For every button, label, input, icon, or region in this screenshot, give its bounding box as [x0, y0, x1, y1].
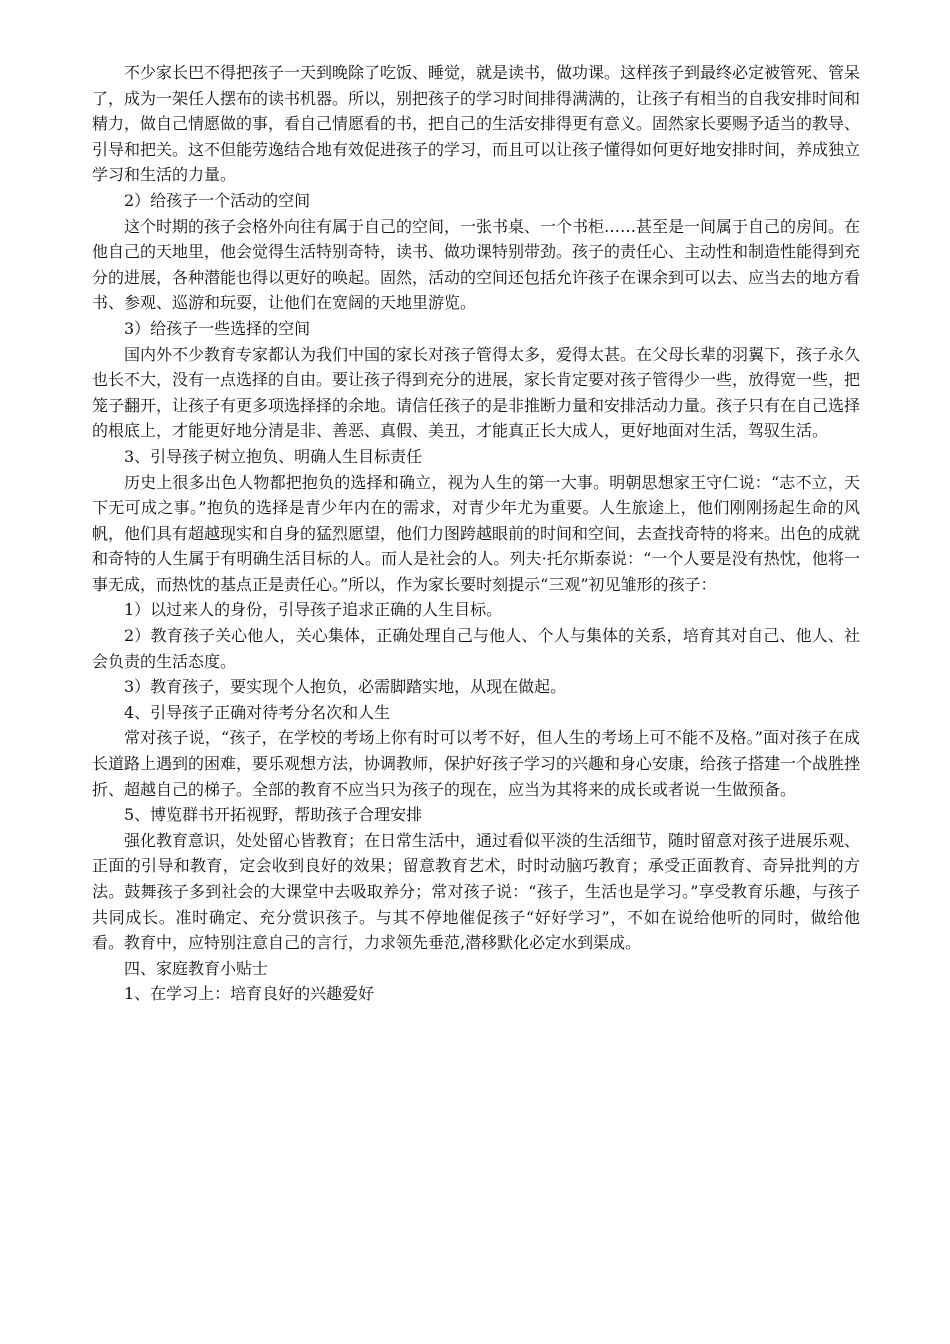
- section-heading: 4、引导孩子正确对待考分名次和人生: [124, 702, 391, 722]
- list-item: 2）教育孩子关心他人，关心集体，正确处理自己与他人、个人与集体的关系，培育其对自己、他人、社会负责的生活态度。: [92, 626, 860, 671]
- section-heading: 3、引导孩子树立抱负、明确人生目标责任: [124, 446, 423, 466]
- subheading: 2）给孩子一个活动的空间: [124, 190, 311, 210]
- chapter-heading: 四、家庭教育小贴士: [124, 958, 269, 978]
- paragraph: 这个时期的孩子会格外向往有属于自己的空间，一张书桌、一个书柜……甚至是一间属于自己的房间。在他自己的天地里，他会觉得生活特别奇特，读书、做功课特别带劲。孩子的责任心、主动性和制造性能得到充分的进展，各种潜能也得以更好的唤起。固然，活动的空间还包括允许孩子在课余到可以去、应当去的地方看书、参观、巡游和玩耍，让他们在宽阔的天地里游览。: [92, 216, 861, 313]
- list-item: 3）教育孩子，要实现个人抱负，必需脚踏实地，从现在做起。: [124, 677, 567, 697]
- paragraph: 强化教育意识，处处留心皆教育；在日常生活中，通过看似平淡的生活细节，随时留意对孩子进展乐观、正面的引导和教育，定会收到良好的效果；留意教育艺术，时时动脑巧教育；承受正面教育、奇异批判的方法。鼓舞孩子多到社会的大课堂中去吸取养分；常对孩子说：“孩子，生活也是学习。”享受教育乐趣，与孩子共同成长。准时确定、充分赏识孩子。与其不停地催促孩子“好好学习”，不如在说给他听的同时，做给他看。教育中，应特别注意自己的言行，力求领先垂范,潜移默化必定水到渠成。: [92, 830, 861, 953]
- section-heading: 5、博览群书开拓视野，帮助孩子合理安排: [124, 805, 423, 825]
- paragraph: 不少家长巴不得把孩子一天到晚除了吃饭、睡觉，就是读书，做功课。这样孩子到最终必定被管死、管呆了，成为一架任人摆布的读书机器。所以，别把孩子的学习时间排得满满的，让孩子有相当的自我安排时间和精力，做自己情愿做的事，看自己情愿看的书，把自己的生活安排得更有意义。固然家长要赐予适当的教导、引导和把关。这不但能劳逸结合地有效促进孩子的学习，而且可以让孩子懂得如何更好地安排时间，养成独立学习和生活的力量。: [92, 63, 861, 185]
- paragraph: 国内外不少教育专家都认为我们中国的家长对孩子管得太多，爱得太甚。在父母长辈的羽翼下，孩子永久也长不大，没有一点选择的自由。要让孩子得到充分的进展，家长肯定要对孩子管得少一些，放得宽一些，把笼子翻开，让孩子有更多项选择择的余地。请信任孩子的是非推断力量和安排活动力量。孩子只有在自己选择的根底上，才能更好地分清是非、善恶、真假、美丑，才能真正长大成人，更好地面对生活，驾驭生活。: [92, 344, 861, 441]
- paragraph: 常对孩子说，“孩子，在学校的考场上你有时可以考不好，但人生的考场上可不能不及格。”面对孩子在成长道路上遇到的困难，要乐观想方法，协调教师，保护好孩子学习的兴趣和身心安康，给孩子搭建一个战胜挫折、超越自己的梯子。全部的教育不应当只为孩子的现在，应当为其将来的成长或者说一生做预备。: [92, 728, 861, 799]
- section-heading: 1、在学习上：培育良好的兴趣爱好: [124, 984, 375, 1004]
- document-page: [92, 60, 860, 1007]
- list-item: 1）以过来人的身份，引导孩子追求正确的人生目标。: [124, 600, 503, 620]
- subheading: 3）给孩子一些选择的空间: [124, 318, 311, 338]
- paragraph: 历史上很多出色人物都把抱负的选择和确立，视为人生的第一大事。明朝思想家王守仁说：“志不立，天下无可成之事。”抱负的选择是青少年内在的需求，对青少年尤为重要。人生旅途上，他们刚刚扬起生命的风帆，他们具有超越现实和自身的猛烈愿望，他们力图跨越眼前的时间和空间，去查找奇特的将来。出色的成就和奇特的人生属于有明确生活目标的人。而人是社会的人。列夫·托尔斯泰说：“一个人要是没有热忱，他将一事无成，而热忱的基点正是责任心。”所以，作为家长要时刻提示“三观”初见雏形的孩子：: [92, 472, 861, 594]
